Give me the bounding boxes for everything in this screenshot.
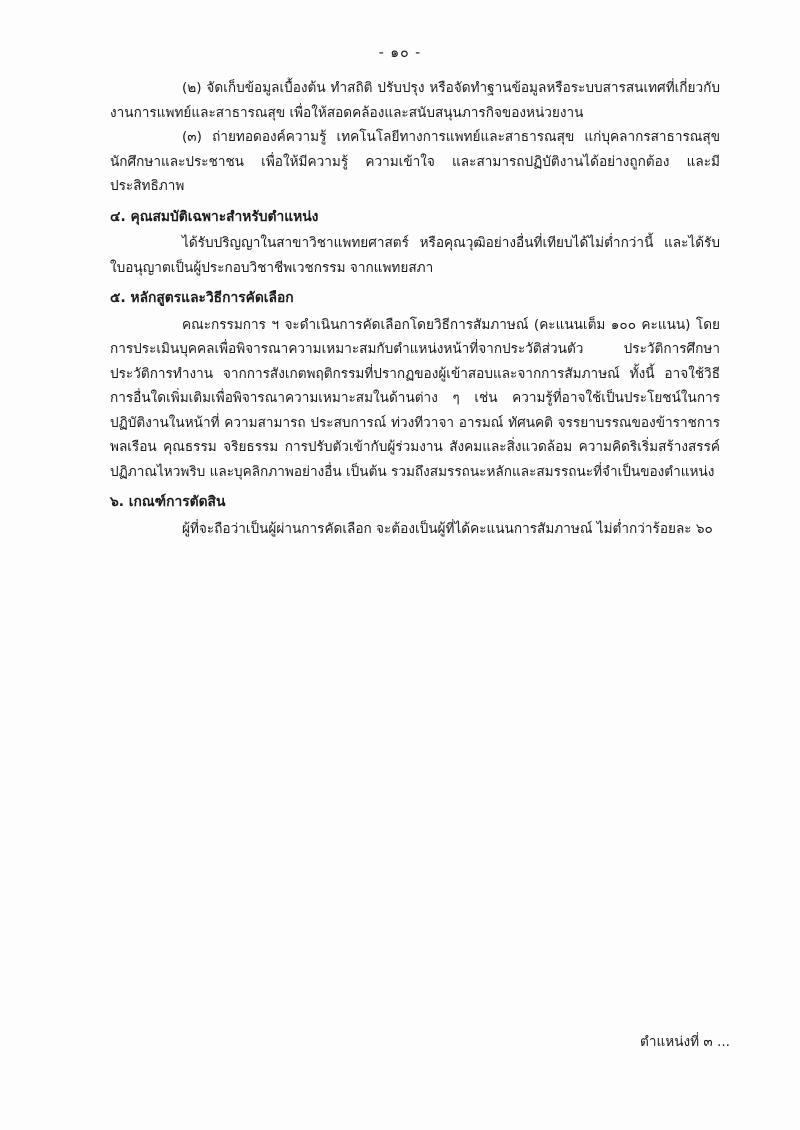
selection-text: คณะกรรมการ ฯ จะดำเนินการคัดเลือกโดยวิธีการสัมภาษณ์ (คะแนนเต็ม ๑๐๐ คะแนน) โดยการประเมินบุคคลเพื่อพิจารณาความเหมาะสมกับตำแหน่งหน้าที่จากประวัติส่วนตัว ประวัติการศึกษา ประวัติการทำงาน จากการสังเกตพฤติกรรมที่ปรากฏของผู้เข้าสอบและจากการสัมภาษณ์ ทั้งนี้ อาจใช้วิธีการอื่นใดเพิ่มเติมเพื่อพิจารณาความเหมาะสมในด้านต่าง ๆ เช่น ความรู้ที่อาจใช้เป็นประโยชน์ในการปฏิบัติงานในหน้าที่ ความสามารถ ประสบการณ์ ท่วงทีวาจา อารมณ์ ทัศนคติ จรรยาบรรณของข้าราชการพลเรือน คุณธรรม จริยธรรม การปรับตัวเข้ากับผู้ร่วมงาน สังคมและสิ่งแวดล้อม ความคิดริเริ่มสร้างสรรค์ ปฏิภาณไหวพริบ และบุคลิกภาพอย่างอื่น เป็นต้น รวมถึงสมรรถนะหลักและสมรรถนะที่จำเป็นของตำแหน่ง bbox=[110, 316, 720, 480]
continuation-marker: ตำแหน่งที่ ๓ ... bbox=[640, 1034, 730, 1050]
duty-item-3: (๓) ถ่ายทอดองค์ความรู้ เทคโนโลยีทางการแพทย์และสาธารณสุข แก่บุคลากรสาธารณสุข นักศึกษาและประชาชน เพื่อให้มีความรู้ ความเข้าใจ และสามารถปฏิบัติงานได้อย่างถูกต้อง และมีประสิทธิภาพ bbox=[110, 129, 720, 194]
document-body bbox=[110, 76, 720, 541]
criteria-heading: ๖. เกณฑ์การตัดสิน bbox=[110, 494, 226, 510]
page-number: - ๑๐ - bbox=[378, 45, 422, 61]
qualifications-heading: ๔. คุณสมบัติเฉพาะสำหรับตำแหน่ง bbox=[110, 208, 319, 225]
criteria-text: ผู้ที่จะถือว่าเป็นผู้ผ่านการคัดเลือก จะต้องเป็นผู้ที่ได้คะแนนการสัมภาษณ์ ไม่ต่ำกว่าร้อยละ ๖๐ bbox=[182, 520, 713, 537]
qualifications-text: ได้รับปริญญาในสาขาวิชาแพทยศาสตร์ หรือคุณวุฒิอย่างอื่นที่เทียบได้ไม่ต่ำกว่านี้ และได้รับใบอนุญาตเป็นผู้ประกอบวิชาชีพเวชกรรม จากแพทยสภา bbox=[110, 235, 720, 276]
selection-heading: ๕. หลักสูตรและวิธีการคัดเลือก bbox=[110, 290, 294, 306]
duty-item-2: (๒) จัดเก็บข้อมูลเบื้องต้น ทำสถิติ ปรับปรุง หรือจัดทำฐานข้อมูลหรือระบบสารสนเทศที่เกี่ยวกับงานการแพทย์และสาธารณสุข เพื่อให้สอดคล้องและสนับสนุนภารกิจของหน่วยงาน bbox=[110, 80, 720, 121]
